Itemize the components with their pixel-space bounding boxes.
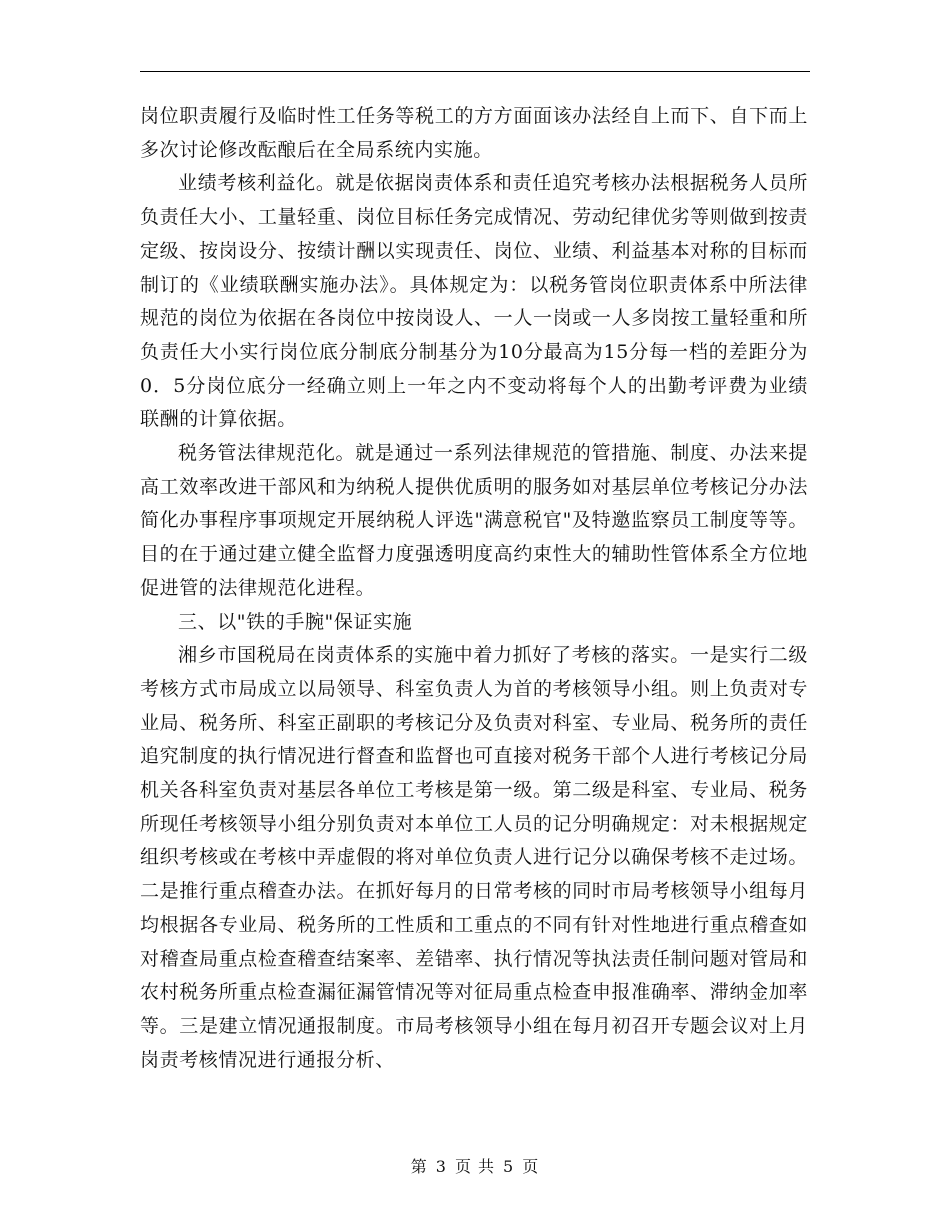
paragraph-continuation: 岗位职责履行及临时性工任务等税工的方方面面该办法经自上而下、自下而上多次讨论修改酝酿后在全局系统内实施。: [140, 105, 808, 161]
footer-prefix: 第: [410, 1157, 428, 1176]
footer-suffix: 页: [522, 1157, 540, 1176]
body-text: [140, 100, 808, 1077]
paragraph-tax-management-standardization: 税务管法律规范化。就是通过一系列法律规范的管措施、制度、办法来提高工效率改进干部风和为纳税人提供优质明的服务如对基层单位考核记分办法简化办事程序事项规定开展纳税人评选"满意税官"及特邀监察员工制度等等。目的在于通过建立健全监督力度强透明度高约束性大的辅助性管体系全方位地促进管的法律规范化进程。: [140, 442, 808, 599]
footer-middle: 页 共: [454, 1157, 496, 1176]
paragraph-performance-assessment: 业绩考核利益化。就是依据岗责体系和责任追究考核办法根据税务人员所负责任大小、工量轻重、岗位目标任务完成情况、劳动纪律优劣等则做到按责定级、按岗设分、按绩计酬以实现责任、岗位、业绩、利益基本对称的目标而制订的《业绩联酬实施办法》。具体规定为：以税务管岗位职责体系中所法律规范的岗位为依据在各岗位中按岗设人、一人一岗或一人多岗按工量轻重和所负责任大小实行岗位底分制底分制基分为10分最高为15分每一档的差距分为0．5分岗位底分一经确立则上一年之内不变动将每个人的出勤考评费为业绩联酬的计算依据。: [140, 172, 808, 431]
paragraph-xiangxiang-assessment: 湘乡市国税局在岗责体系的实施中着力抓好了考核的落实。一是实行二级考核方式市局成立以局领导、科室负责人为首的考核领导小组。则上负责对专业局、税务所、科室正副职的考核记分及负责对科室、专业局、税务所的责任追究制度的执行情况进行督查和监督也可直接对税务干部个人进行考核记分局机关各科室负责对基层各单位工考核是第一级。第二级是科室、专业局、税务所现任考核领导小组分别负责对本单位工人员的记分明确规定：对未根据规定组织考核或在考核中弄虚假的将对单位负责人进行记分以确保考核不走过场。二是推行重点稽查办法。在抓好每月的日常考核的同时市局考核领导小组每月均根据各专业局、税务所的工性质和工重点的不同有针对性地进行重点稽查如对稽查局重点检查稽查结案率、差错率、执行情况等执法责任制问题对管局和农村税务所重点检查漏征漏管情况等对征局重点检查申报准确率、滞纳金加率等。三是建立情况通报制度。市局考核领导小组在每月初召开专题会议对上月岗责考核情况进行通报分析、: [140, 644, 808, 1071]
section-heading-implementation: 三、以"铁的手腕"保证实施: [178, 610, 413, 633]
header-rule: [140, 71, 810, 72]
footer-current-page: 3: [435, 1157, 447, 1176]
footer-total-pages: 5: [503, 1157, 515, 1176]
page-footer: [0, 1154, 950, 1177]
